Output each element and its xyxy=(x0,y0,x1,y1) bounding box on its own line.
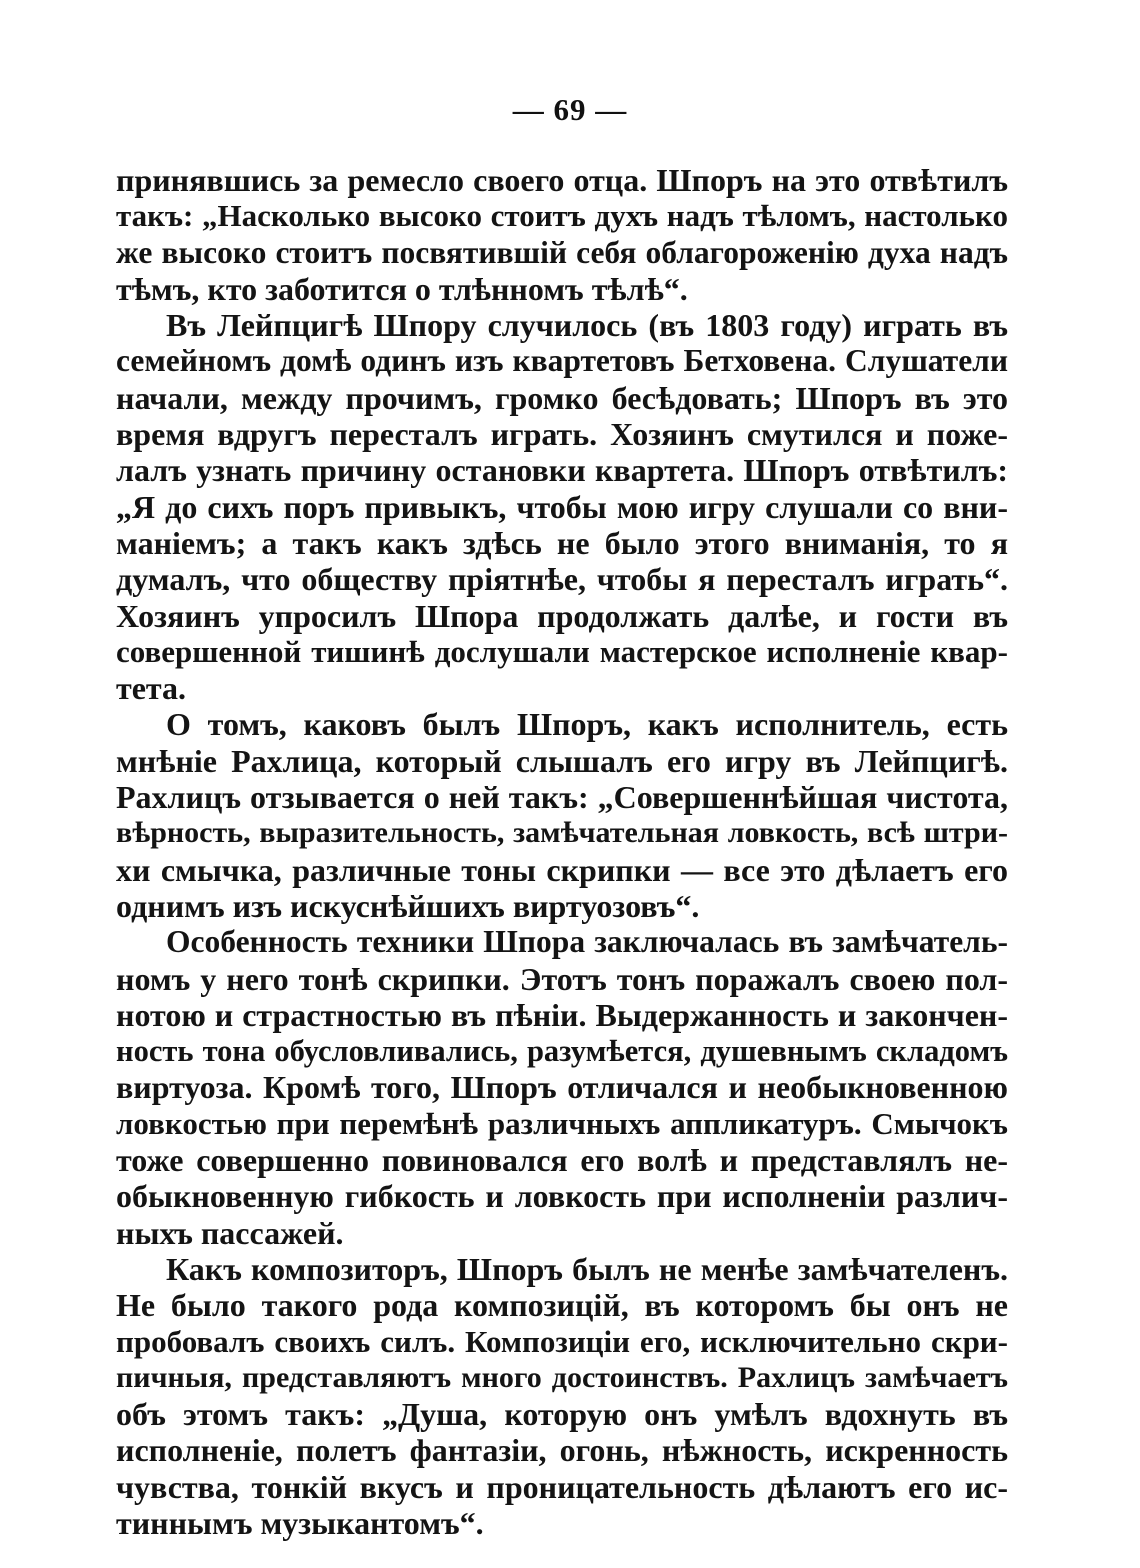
text-line: нотою и страстностью въ пѣніи. Выдержанность и закончен- xyxy=(116,996,1008,1033)
text-line: тиннымъ музыкантомъ“. xyxy=(116,1504,484,1541)
text-line: такъ: „Насколько высоко стоитъ духъ надъ тѣломъ, настолько xyxy=(116,198,1008,234)
text-line: вѣрность, выразительность, замѣчательная ловкость, всѣ штри- xyxy=(116,816,1008,850)
text-line: ныхъ пассажей. xyxy=(116,1214,344,1251)
text-line: „Я до сихъ поръ привыкъ, чтобы мою игру слушали со вни- xyxy=(116,488,1008,525)
text-line: однимъ изъ искуснѣйшихъ виртуозовъ“. xyxy=(116,887,700,924)
text-line: хи смычка, различные тоны скрипки — все это дѣлаетъ его xyxy=(116,851,1008,888)
text-line: пичныя, представляютъ много достоинствъ. Рахлицъ замѣчаетъ xyxy=(116,1360,1008,1394)
text-line: обыкновенную гибкость и ловкость при исполненіи различ- xyxy=(116,1178,1008,1215)
text-line: Хозяинъ упросилъ Шпора продолжать далѣе, и гости въ xyxy=(116,597,1008,634)
page-body-text xyxy=(116,162,1008,1541)
page-number: — 69 — xyxy=(512,92,628,127)
text-line: время вдругъ пересталъ играть. Хозяинъ смутился и поже- xyxy=(116,416,1008,453)
text-line: тоже совершенно повиновался его волѣ и представлялъ не- xyxy=(116,1142,1008,1179)
text-line: тета. xyxy=(116,670,187,707)
text-line: Особенность техники Шпора заключалась въ замѣчатель- xyxy=(166,924,1008,960)
text-line: маніемъ; а такъ какъ здѣсь не было этого вниманія, то я xyxy=(116,524,1008,561)
text-line: же высоко стоитъ посвятившій себя облагороженію духа надъ xyxy=(116,234,1008,270)
text-line: чувства, тонкій вкусъ и проницательность дѣлаютъ его ис- xyxy=(116,1468,1008,1505)
text-line: семейномъ домѣ одинъ изъ квартетовъ Бетховена. Слушатели xyxy=(116,343,1008,379)
text-line: Въ Лейпцигѣ Шпору случилось (въ 1803 году) играть въ xyxy=(166,307,1008,344)
text-line: совершенной тишинѣ дослушали мастерское исполненіе квар- xyxy=(116,633,1008,669)
text-line: начали, между прочимъ, громко бесѣдовать; Шпоръ въ это xyxy=(116,379,1008,416)
text-line: Рахлицъ отзывается о ней такъ: „Совершеннѣйшая чистота, xyxy=(116,779,1008,816)
text-line: думалъ, что обществу пріятнѣе, чтобы я пересталъ играть“. xyxy=(116,561,1008,598)
text-line: Не было такого рода композицій, въ которомъ бы онъ не xyxy=(116,1287,1008,1324)
text-line: тѣмъ, кто заботится о тлѣнномъ тѣлѣ“. xyxy=(116,270,688,307)
text-line: номъ у него тонѣ скрипки. Этотъ тонъ поражалъ своею пол- xyxy=(116,960,1008,997)
text-line: объ этомъ такъ: „Душа, которую онъ умѣлъ вдохнуть въ xyxy=(116,1396,1008,1433)
text-line: пробовалъ своихъ силъ. Композиціи его, исключительно скри- xyxy=(116,1323,1008,1359)
text-line: О томъ, каковъ былъ Шпоръ, какъ исполнитель, есть xyxy=(166,706,1008,743)
text-line: ловкостью при перемѣнѣ различныхъ аппликатуръ. Смычокъ xyxy=(116,1105,1008,1141)
text-line: лалъ узнать причину остановки квартета. Шпоръ отвѣтилъ: xyxy=(116,452,1008,489)
text-line: ность тона обусловливались, разумѣется, душевнымъ складомъ xyxy=(116,1034,1008,1069)
text-line: исполненіе, полетъ фантазіи, огонь, нѣжность, искренность xyxy=(116,1432,1008,1469)
text-line: мнѣніе Рахлица, который слышалъ его игру въ Лейпцигѣ. xyxy=(116,742,1008,779)
text-line: принявшись за ремесло своего отца. Шпоръ на это отвѣтилъ xyxy=(116,162,1008,198)
text-line: Какъ композиторъ, Шпоръ былъ не менѣе замѣчателенъ. xyxy=(166,1250,1008,1287)
text-line: виртуоза. Кромѣ того, Шпоръ отличался и необыкновенною xyxy=(116,1069,1008,1106)
